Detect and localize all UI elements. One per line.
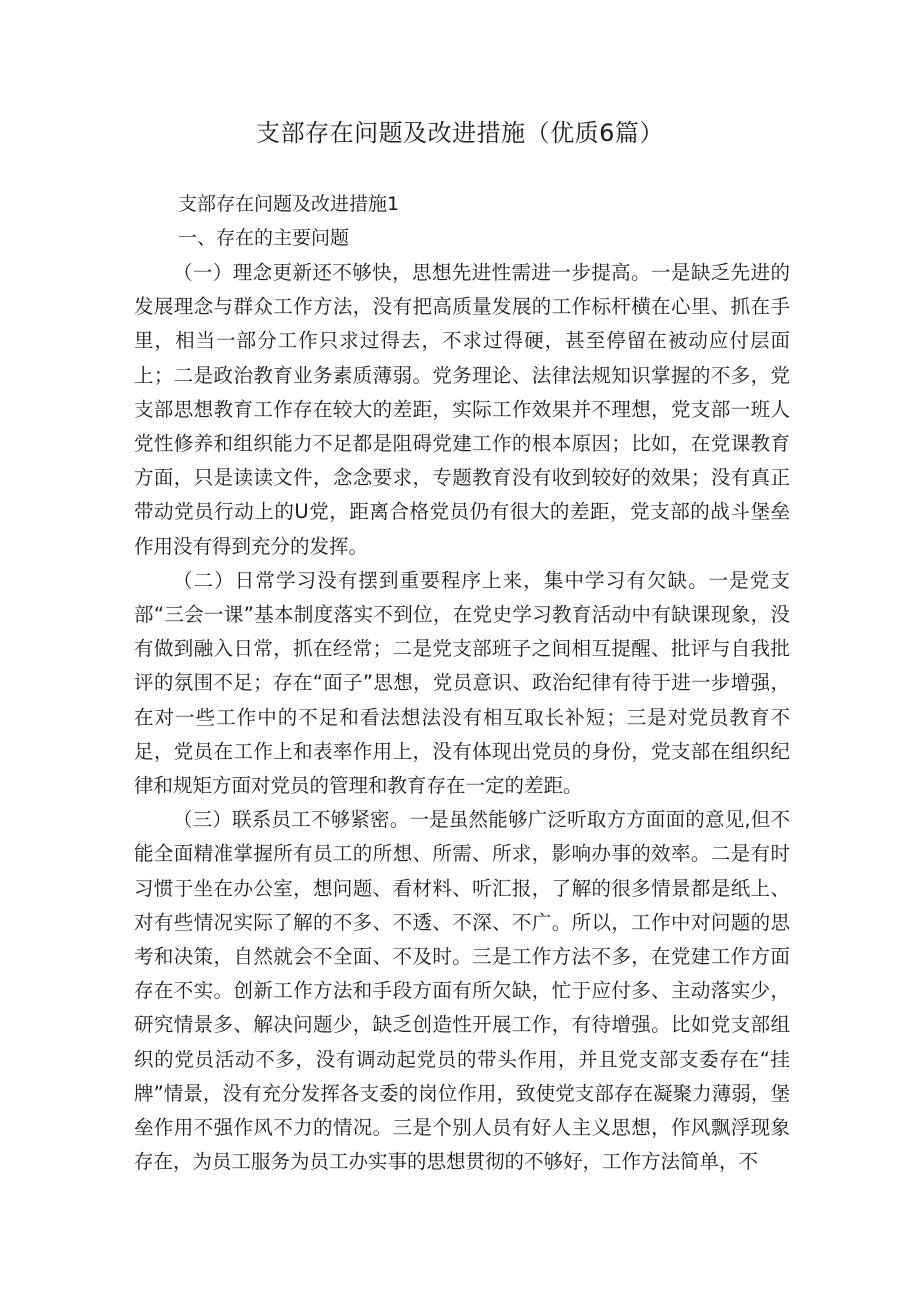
document-body <box>134 256 790 1179</box>
section-heading: 支部存在问题及改进措施1 <box>178 193 400 215</box>
paragraph-2: （二）日常学习没有摆到重要程序上来，集中学习有欠缺。一是党支部“三会一课”基本制度落实不到位，在党史学习教育活动中有缺课现象，没有做到融入日常，抓在经常；二是党支部班子之间相互提醒、批评与自我批评的氛围不足；存在“面子”思想，党员意识、政治纪律有待于进一步增强，在对一些工作中的不足和看法想法没有相互取长补短；三是对党员教育不足，党员在工作上和表率作用上，没有体现出党员的身份，党支部在组织纪律和规矩方面对党员的管理和教育存在一定的差距。 <box>134 568 790 798</box>
paragraph-3: （三）联系员工不够紧密。一是虽然能够广泛听取方方面面的意见,但不能全面精准掌握所有员工的所想、所需、所求，影响办事的效率。二是有时习惯于坐在办公室，想问题、看材料、听汇报，了解的很多情景都是纸上、对有些情况实际了解的不多、不透、不深、不广。所以，工作中对问题的思考和决策，自然就会不全面、不及时。三是工作方法不多，在党建工作方面存在不实。创新工作方法和手段方面有所欠缺，忙于应付多、主动落实少，研究情景多、解决问题少，缺乏创造性开展工作，有待增强。比如党支部组织的党员活动不多，没有调动起党员的带头作用，并且党支部支委存在“挂牌”情景，没有充分发挥各支委的岗位作用，致使党支部存在凝聚力薄弱，堡垒作用不强作风不力的情况。三是个别人员有好人主义思想，作风飘浮现象存在，为员工服务为员工办实事的思想贯彻的不够好，工作方法简单，不 <box>134 808 790 1174</box>
paragraph-1: （一）理念更新还不够快，思想先进性需进一步提高。一是缺乏先进的发展理念与群众工作方法，没有把高质量发展的工作标杆横在心里、抓在手里，相当一部分工作只求过得去，不求过得硬，甚至停留在被动应付层面上；二是政治教育业务素质薄弱。党务理论、法律法规知识掌握的不多，党支部思想教育工作存在较大的差距，实际工作效果并不理想，党支部一班人党性修养和组织能力不足都是阻碍党建工作的根本原因；比如，在党课教育方面，只是读读文件，念念要求，专题教育没有收到较好的效果；没有真正带动党员行动上的U党，距离合格党员仍有很大的差距，党支部的战斗堡垒作用没有得到充分的发挥。 <box>134 261 790 558</box>
sub-heading: 一、存在的主要问题 <box>178 227 350 249</box>
document-title: 支部存在问题及改进措施（优质6篇） <box>256 119 664 147</box>
